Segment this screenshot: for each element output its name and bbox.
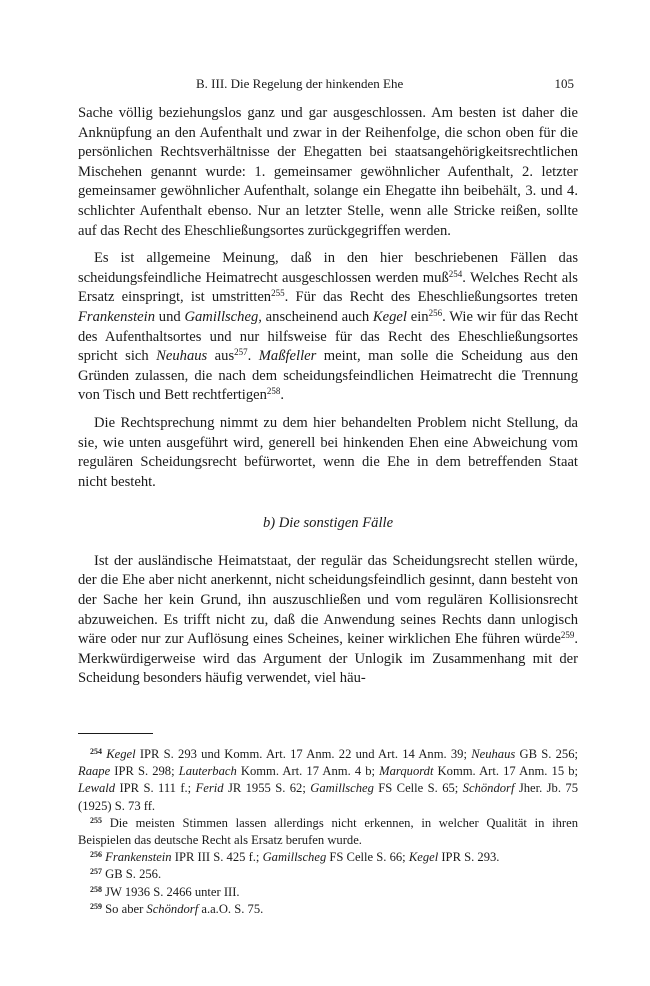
footnote-256: $^{256}$ Frankenstein IPR III S. 425 f.; Gamillscheg FS Celle S. 66; Kegel IPR S. 293.: [90, 850, 500, 865]
section-subheading: b) Die sonstigen Fälle: [262, 515, 394, 532]
footnote-257: $^{257}$ GB S. 256.: [90, 867, 162, 882]
footnote-258: $^{258}$ JW 1936 S. 2466 unter III.: [90, 884, 240, 899]
paragraph-2: Es ist allgemeine Meinung, daß in den hier beschriebenen Fällen das scheidungsfeindliche Heimatrecht ausgeschlossen werden muß$^{254}$. Welches Recht als Ersatz einspringt, ist umstritten$^{255}$. Für das Recht des Eheschließungsortes treten Frankenstein und Gamillscheg, anscheinend auch Kegel ein$^{256}$. Wie wir für das Recht des Aufenthaltsortes und nur hilfsweise für das Recht des Eheschließungsortes spricht sich Neuhaus aus$^{257}$. Maßfeller meint, man solle die Scheidung aus den Gründen zulassen, die nach dem scheidungsfeindlichen Heimatrecht die Trennung von Tisch und Bett rechtfertigen$^{258}$.: [78, 250, 579, 404]
footnote-ref-255[interactable]: 255: [271, 288, 285, 299]
paragraph-4: Ist der ausländische Heimatstaat, der regulär das Scheidungsrecht stellen würde, der die Ehe aber nicht anerkennt, nicht scheidungsfeindlich gesinnt, dann besteht von der Sache her kein Grund, ihn auszuschließen und vom regulären Kollisionsrecht abzuweichen. Es trifft nicht zu, daß die Anwendung seines Rechts dann unlogisch wäre oder nur zur Auflösung eines Scheines, keiner wirklichen Ehe führen würde$^{259}$. Merkwürdigerweise wird das Argument der Unlogik im Zusammenhang mit der Scheidung besonders häufig verwendet, viel häu-: [78, 552, 578, 687]
main-text: [78, 104, 578, 689]
footnote-259: $^{259}$ So aber Schöndorf a.a.O. S. 75.: [90, 901, 264, 916]
paragraph-3: Die Rechtsprechung nimmt zu dem hier behandelten Problem nicht Stellung, da sie, wie unten ausgeführt wird, generell bei hinkenden Ehen eine Abweichung vom regulären Scheidungsrecht befürwortet, wenn die Ehe in dem betreffenden Staat nicht besteht.: [78, 414, 578, 490]
footnote-separator: [78, 733, 153, 734]
footnote-255: $^{255}$ Die meisten Stimmen lassen allerdings nicht erkennen, in welcher Qualität in ihren Beispielen das deutsche Recht als Ersatz berufen wurde.: [78, 815, 578, 848]
footnote-ref-256[interactable]: 256: [428, 307, 443, 318]
footnote-ref-258[interactable]: 258: [266, 386, 281, 397]
running-title: B. III. Die Regelung der hinkenden Ehe: [196, 76, 404, 91]
footnote-ref-254[interactable]: 254: [448, 268, 463, 279]
page-number: 105: [554, 76, 574, 91]
footnote-254: $^{254}$ Kegel IPR S. 293 und Komm. Art. 17 Anm. 22 und Art. 14 Anm. 39; Neuhaus GB S. 256; Raape IPR S. 298; Lauterbach Komm. Art. 17 Anm. 4 b; Marquordt Komm. Art. 17 Anm. 15 b; Lewald IPR S. 111 f.; Ferid JR 1955 S. 62; Gamillscheg FS Celle S. 65; Schöndorf Jher. Jb. 75 (1925) S. 73 ff.: [78, 747, 579, 813]
running-header: [78, 76, 578, 94]
footnote-ref-257[interactable]: 257: [234, 347, 248, 358]
footnotes: [78, 746, 578, 918]
footnote-ref-259[interactable]: 259: [560, 630, 575, 641]
paragraph-1: Sache völlig beziehungslos ganz und gar ausgeschlossen. Am besten ist daher die Anknüpfung an den Aufenthalt und zwar in der Reihenfolge, die schon oben für die persönlichen Rechtsverhältnisse der Ehegatten bei staatsangehörigkeitsrechtlichen Mischehen genannt wurde: 1. gemeinsamer gewöhnlicher Aufenthalt, 2. letzter gemeinsamer gewöhnlicher Aufenthalt, solange ein Ehegatte ihn beibehält, 3. und 4. schlichter Aufenthalt ebenso. Nur an letzter Stelle, wenn alle Stricke reißen, sollte auf das Recht des Eheschließungsortes zurückgegriffen werden.: [78, 105, 578, 239]
